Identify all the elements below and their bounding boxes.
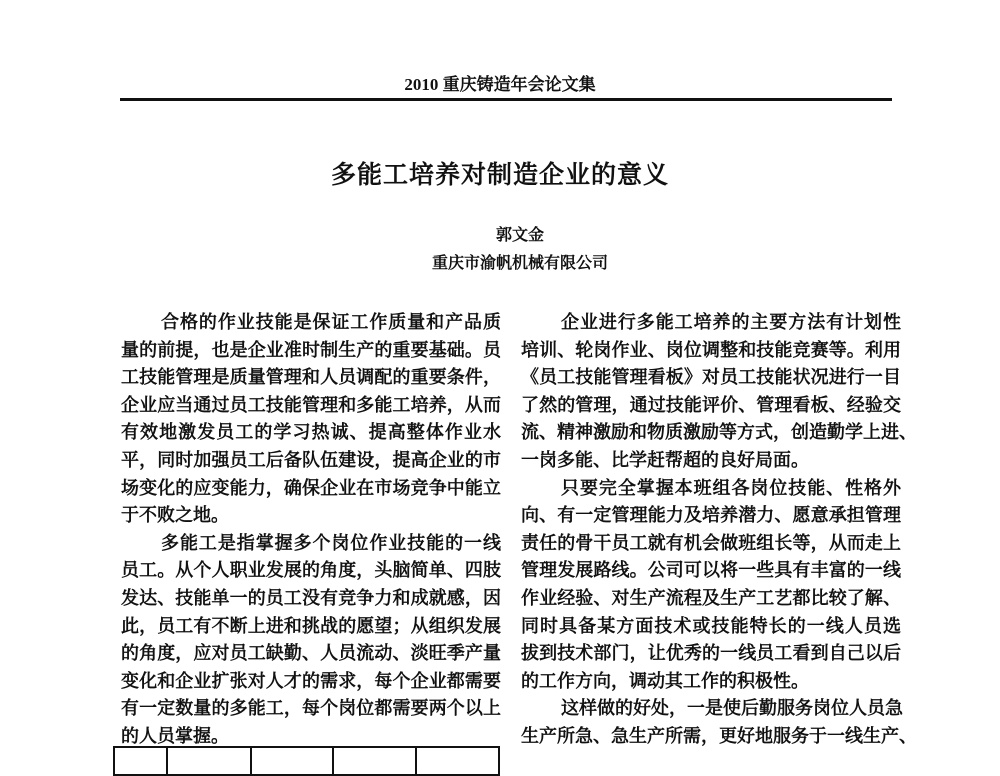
text-line: 的人员掌握。 [121,725,229,747]
text-line: 于不败之地。 [121,505,229,527]
text-line: 《员工技能管理看板》对员工技能状况进行一目 [521,367,901,389]
table-cell [167,747,252,775]
text-line: 的工作方向，调动其工作的积极性。 [521,670,809,692]
text-line: 合格的作业技能是保证工作质量和产品质 [161,312,501,333]
table-cell [114,747,167,775]
text-line: 有一定数量的多能工，每个岗位都需要两个以上 [121,698,501,720]
text-line: 变化和企业扩张对人才的需求，每个企业都需要 [121,670,501,692]
text-line: 流、精神激励和物质激励等方式，创造勤学上进、 [521,422,917,444]
text-line: 同时具备某方面技术或技能特长的一线人员选 [521,615,901,637]
text-line: 责任的骨干员工就有机会做班组长等，从而走上 [521,532,901,554]
table-cell [251,747,333,775]
running-header: 2010 重庆铸造年会论文集 [404,75,596,94]
text-line: 员工。从个人职业发展的角度，头脑简单、四肢 [121,560,501,582]
text-line: 向、有一定管理能力及培养潜力、愿意承担管理 [521,505,901,527]
text-line: 工技能管理是质量管理和人员调配的重要条件， [121,367,501,389]
table-cell [333,747,416,775]
text-line: 只要完全掌握本班组各岗位技能、性格外 [561,477,901,499]
text-line: 场变化的应变能力，确保企业在市场竞争中能立 [121,477,501,499]
text-line: 这样做的好处，一是使后勤服务岗位人员急 [561,698,903,720]
text-line: 有效地激发员工的学习热诚、提高整体作业水 [121,422,501,444]
text-line: 此，员工有不断上进和挑战的愿望；从组织发展 [121,615,501,637]
right-column [521,309,917,751]
text-line: 了然的管理，通过技能评价、管理看板、经验交 [521,394,901,416]
text-line: 拔到技术部门，让优秀的一线员工看到自己以后 [521,643,901,665]
text-line: 的角度，应对员工缺勤、人员流动、淡旺季产量 [121,643,501,665]
text-line: 培训、轮岗作业、岗位调整和技能竞赛等。利用 [521,339,901,361]
table [113,746,500,776]
text-line: 量的前提，也是企业准时制生产的重要基础。员 [121,339,501,361]
author: 郭文金 [495,225,544,244]
text-line: 发达、技能单一的员工没有竞争力和成就感，因 [121,587,501,609]
text-line: 一岗多能、比学赶帮超的良好局面。 [521,449,809,471]
table-cell [416,747,499,775]
paper-title: 多能工培养对制造企业的意义 [330,160,669,189]
text-line: 生产所急、急生产所需，更好地服务于一线生产、 [521,725,917,747]
text-line: 企业应当通过员工技能管理和多能工培养，从而 [121,394,501,416]
affiliation: 重庆市渝帆机械有限公司 [431,253,608,272]
text-line: 多能工是指掌握多个岗位作业技能的一线 [161,532,501,554]
text-line: 平，同时加强员工后备队伍建设，提高企业的市 [121,449,501,471]
text-line: 作业经验、对生产流程及生产工艺都比较了解、 [521,587,901,609]
text-line: 管理发展路线。公司可以将一些具有丰富的一线 [521,560,901,582]
left-column [121,309,501,751]
header-rule [120,98,892,101]
text-line: 企业进行多能工培养的主要方法有计划性 [561,312,901,333]
